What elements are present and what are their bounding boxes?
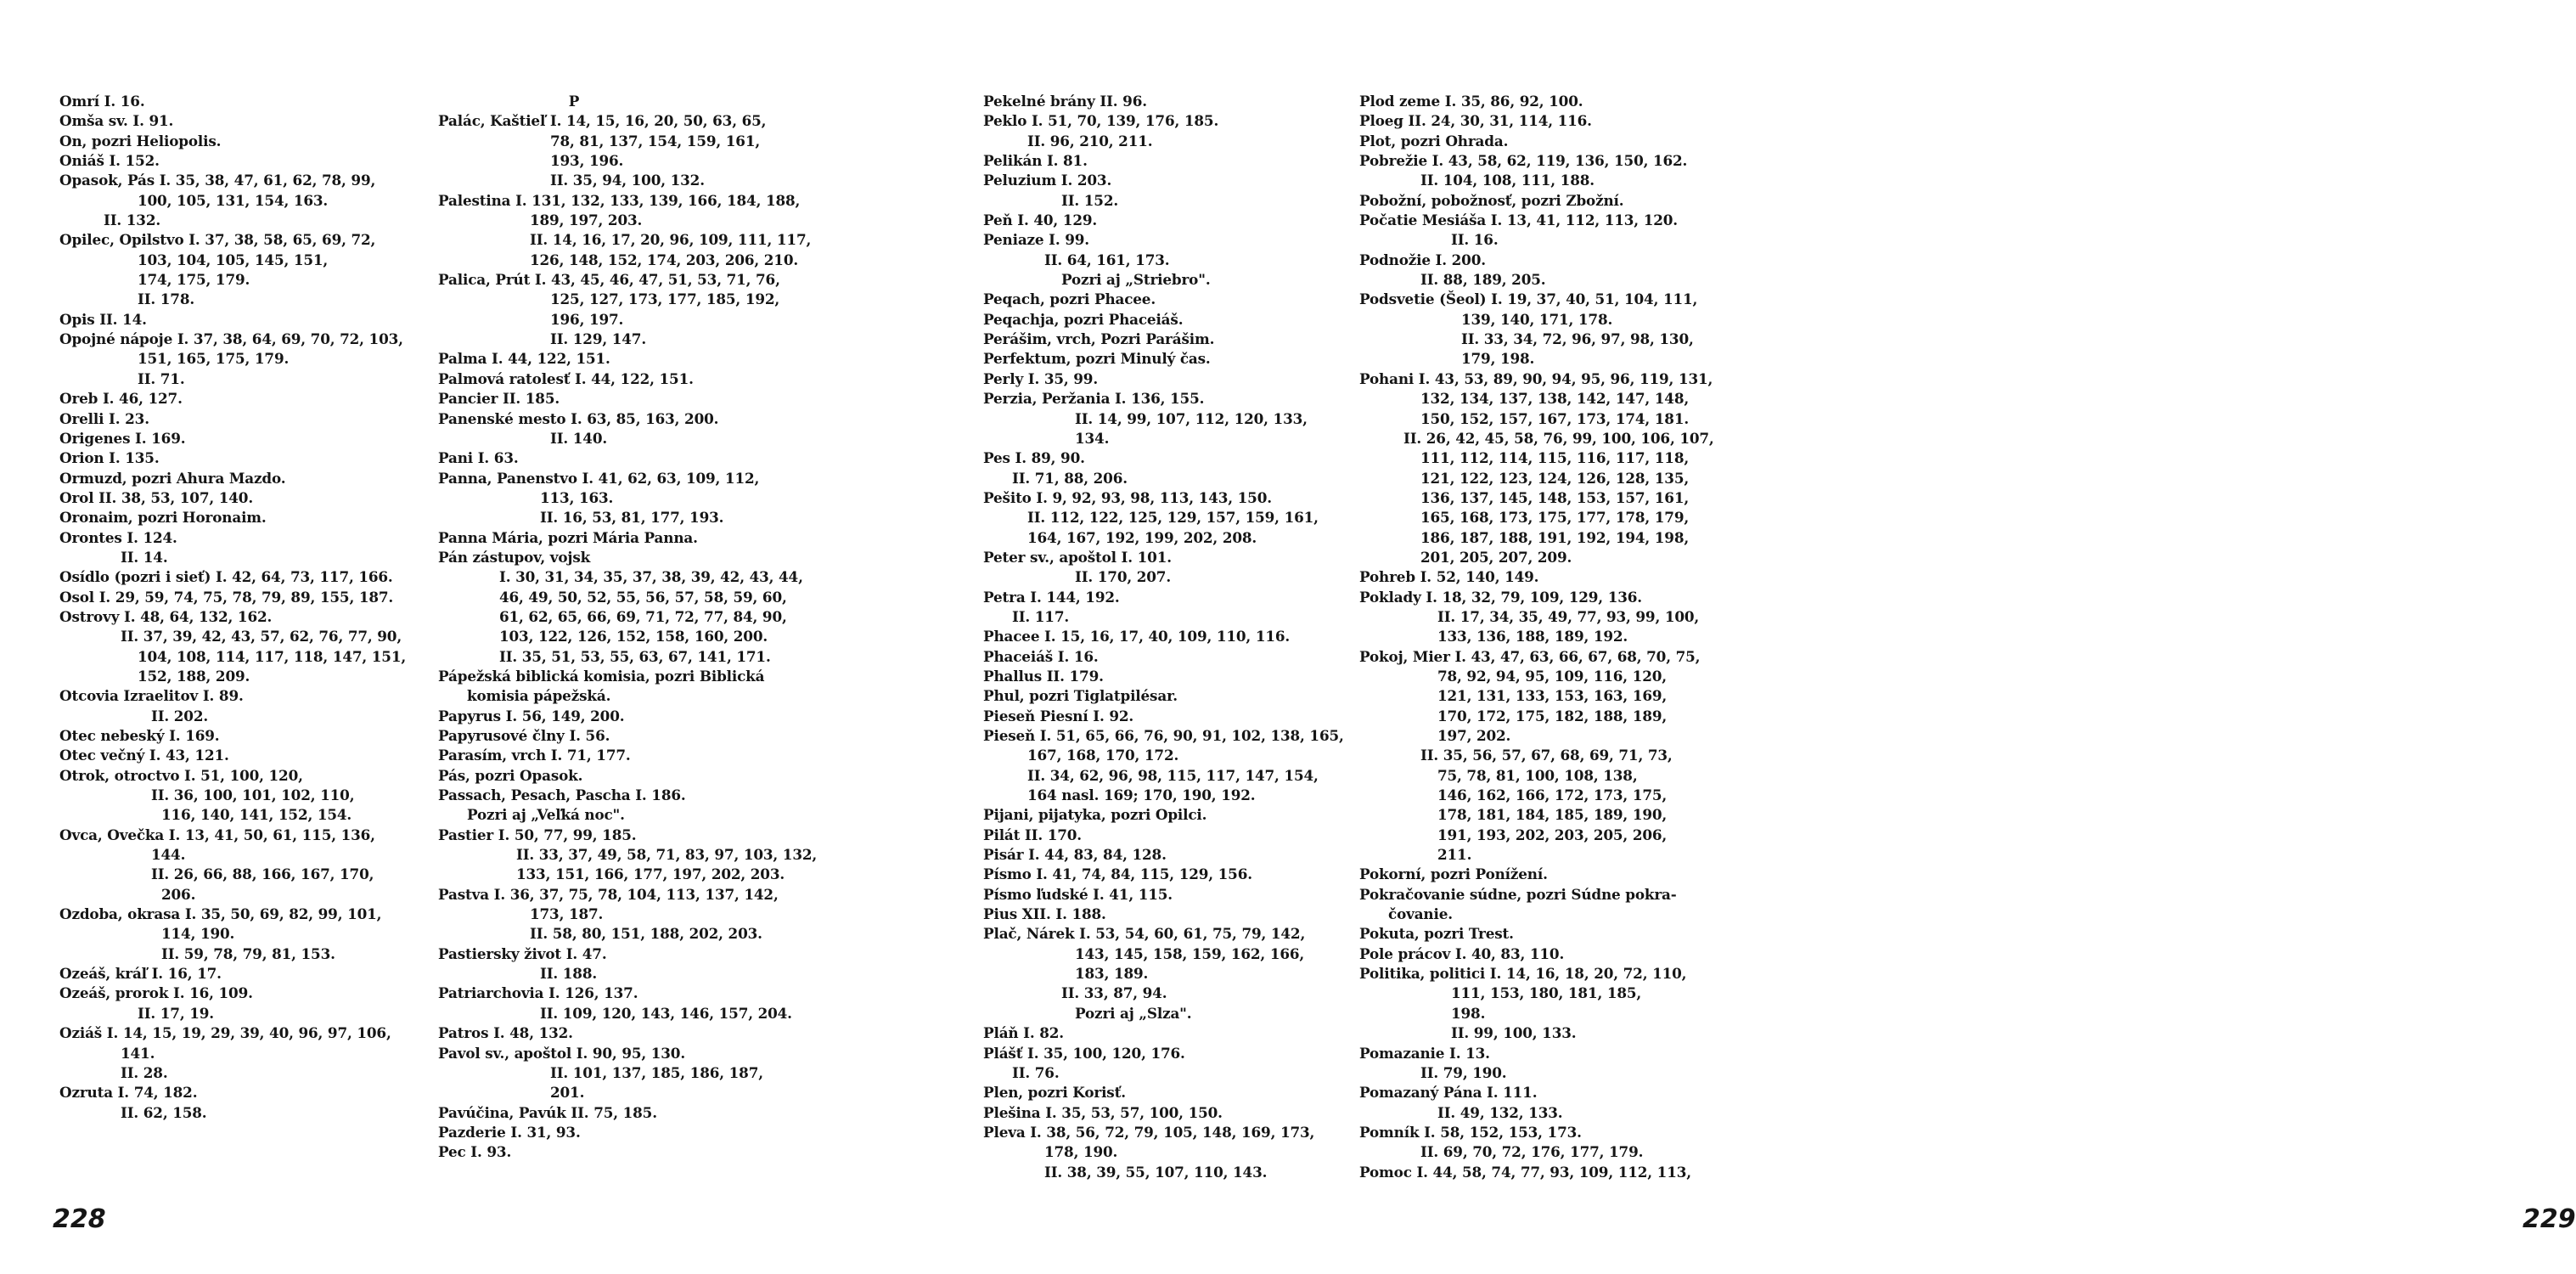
index-entry-line: 206. xyxy=(161,885,196,903)
index-entry-line: 134. xyxy=(1075,429,1110,447)
index-entry-line: II. 71. xyxy=(138,369,185,387)
index-entry-line: II. 69, 70, 72, 176, 177, 179. xyxy=(1420,1143,1644,1161)
index-entry-line: Peniaze I. 99. xyxy=(983,231,1089,249)
index-entry-line: Plen, pozri Korisť. xyxy=(983,1084,1126,1102)
index-entry-line: 75, 78, 81, 100, 108, 138, xyxy=(1437,766,1638,784)
index-column-4 xyxy=(1359,92,1754,1182)
index-entry-line: Peň I. 40, 129. xyxy=(983,211,1098,229)
index-column-1 xyxy=(59,92,437,1123)
index-entry-line: II. 188. xyxy=(540,965,598,983)
index-entry-line: Pozri aj „Veľká noc". xyxy=(467,806,625,824)
index-entry-line: Palác, Kaštieľ I. 14, 15, 16, 20, 50, 63, 65, xyxy=(438,112,767,130)
index-entry-line: 183, 189. xyxy=(1075,965,1149,983)
index-entry-line: 152, 188, 209. xyxy=(138,667,250,685)
index-entry-line: II. 58, 80, 151, 188, 202, 203. xyxy=(530,925,762,943)
index-entry-line: Pole prácov I. 40, 83, 110. xyxy=(1359,944,1565,962)
index-entry-line: 189, 197, 203. xyxy=(530,211,643,229)
index-entry-line: Omrí I. 16. xyxy=(59,93,145,110)
index-entry-line: Otec nebeský I. 169. xyxy=(59,727,220,744)
index-entry-line: Ozeáš, kráľ I. 16, 17. xyxy=(59,965,222,983)
index-entry-line: II. 71, 88, 206. xyxy=(1012,469,1128,487)
index-entry-line: II. 17, 34, 35, 49, 77, 93, 99, 100, xyxy=(1437,607,1700,625)
page-number-left: 228 xyxy=(53,1204,106,1234)
index-entry-line: Ormuzd, pozri Ahura Mazdo. xyxy=(59,469,286,487)
index-entry-line: 100, 105, 131, 154, 163. xyxy=(138,191,329,209)
index-entry-line: 78, 92, 94, 95, 109, 116, 120, xyxy=(1437,667,1667,685)
index-entry-line: II. 17, 19. xyxy=(138,1004,214,1022)
index-entry-line: Palmová ratolesť I. 44, 122, 151. xyxy=(438,369,694,387)
index-entry-line: Petra I. 144, 192. xyxy=(983,588,1120,606)
index-entry-line: II. 16, 53, 81, 177, 193. xyxy=(540,509,724,527)
index-entry-line: Panenské mesto I. 63, 85, 163, 200. xyxy=(438,409,719,427)
index-entry-line: Palestina I. 131, 132, 133, 139, 166, 184, 188, xyxy=(438,191,801,209)
index-entry-line: Origenes I. 169. xyxy=(59,429,186,447)
index-entry-line: II. 34, 62, 96, 98, 115, 117, 147, 154, xyxy=(1027,766,1319,784)
index-entry-line: 170, 172, 175, 182, 188, 189, xyxy=(1437,707,1668,724)
index-entry-line: Pokračovanie súdne, pozri Súdne pokra- xyxy=(1359,885,1677,903)
index-entry-line: Pokuta, pozri Trest. xyxy=(1359,925,1514,943)
index-entry-line: 133, 151, 166, 177, 197, 202, 203. xyxy=(516,865,785,883)
index-entry-line: Perzia, Peržania I. 136, 155. xyxy=(983,390,1205,408)
index-entry-line: 196, 197. xyxy=(550,310,624,328)
index-entry-line: Plešina I. 35, 53, 57, 100, 150. xyxy=(983,1103,1223,1121)
index-entry-line: 132, 134, 137, 138, 142, 147, 148, xyxy=(1420,390,1690,408)
index-column-3 xyxy=(983,92,1357,1182)
index-entry-line: Orontes I. 124. xyxy=(59,528,177,546)
index-entry-line: Plod zeme I. 35, 86, 92, 100. xyxy=(1359,93,1583,110)
index-entry-line: Pius XII. I. 188. xyxy=(983,905,1106,923)
index-entry-line: II. 170, 207. xyxy=(1075,568,1172,586)
index-entry-line: Peqach, pozri Phacee. xyxy=(983,290,1156,308)
index-entry-line: Plot, pozri Ohrada. xyxy=(1359,132,1509,149)
index-entry-line: Pavúčina, Pavúk II. 75, 185. xyxy=(438,1103,657,1121)
index-entry-line: Papyrusové člny I. 56. xyxy=(438,727,610,744)
index-entry-line: II. 38, 39, 55, 107, 110, 143. xyxy=(1044,1163,1268,1181)
section-letter: P xyxy=(568,93,580,110)
index-entry-line: Písmo ľudské I. 41, 115. xyxy=(983,885,1173,903)
index-entry-line: Pekelné brány II. 96. xyxy=(983,93,1147,110)
index-entry-line: 113, 163. xyxy=(540,488,614,506)
index-entry-line: On, pozri Heliopolis. xyxy=(59,132,222,149)
index-entry-line: I. 30, 31, 34, 35, 37, 38, 39, 42, 43, 44, xyxy=(499,568,803,586)
index-entry-line: Plač, Nárek I. 53, 54, 60, 61, 75, 79, 142, xyxy=(983,925,1306,943)
index-entry-line: II. 76. xyxy=(1012,1063,1060,1081)
index-entry-line: Pijani, pijatyka, pozri Opilci. xyxy=(983,806,1207,824)
index-entry-line: Phul, pozri Tiglatpilésar. xyxy=(983,687,1178,705)
index-entry-line: Pastiersky život I. 47. xyxy=(438,944,607,962)
index-entry-line: Pokorní, pozri Ponížení. xyxy=(1359,865,1548,883)
index-entry-line: 103, 122, 126, 152, 158, 160, 200. xyxy=(499,628,768,645)
index-entry-line: 146, 162, 166, 172, 173, 175, xyxy=(1437,786,1668,804)
index-entry-line: II. 33, 34, 72, 96, 97, 98, 130, xyxy=(1461,330,1694,348)
index-entry-line: Otec večný I. 43, 121. xyxy=(59,747,229,764)
index-entry-line: Pomník I. 58, 152, 153, 173. xyxy=(1359,1123,1582,1141)
index-entry-line: Parasím, vrch I. 71, 177. xyxy=(438,747,631,764)
index-entry-line: Pešito I. 9, 92, 93, 98, 113, 143, 150. xyxy=(983,488,1272,506)
index-entry-line: Podsvetie (Šeol) I. 19, 37, 40, 51, 104, 111, xyxy=(1359,290,1698,308)
index-entry-line: 186, 187, 188, 191, 192, 194, 198, xyxy=(1420,528,1690,546)
index-entry-line: Omša sv. I. 91. xyxy=(59,112,174,130)
index-entry-line: Palma I. 44, 122, 151. xyxy=(438,350,610,368)
index-entry-line: Písmo I. 41, 74, 84, 115, 129, 156. xyxy=(983,865,1252,883)
index-entry-line: II. 14, 16, 17, 20, 96, 109, 111, 117, xyxy=(530,231,812,249)
index-entry-line: 139, 140, 171, 178. xyxy=(1461,310,1613,328)
index-entry-line: Pobožní, pobožnosť, pozri Zbožní. xyxy=(1359,191,1624,209)
index-entry-line: Pani I. 63. xyxy=(438,449,519,467)
index-entry-line: 167, 168, 170, 172. xyxy=(1027,747,1179,764)
index-entry-line: 141. xyxy=(121,1044,155,1062)
index-entry-line: 178, 181, 184, 185, 189, 190, xyxy=(1437,806,1668,824)
index-entry-line: Ploeg II. 24, 30, 31, 114, 116. xyxy=(1359,112,1592,130)
index-entry-line: II. 35, 94, 100, 132. xyxy=(550,172,705,189)
index-entry-line: Politika, politici I. 14, 16, 18, 20, 72, 110, xyxy=(1359,965,1687,983)
index-entry-line: Pán zástupov, vojsk xyxy=(438,548,591,566)
index-entry-line: II. 59, 78, 79, 81, 153. xyxy=(161,944,335,962)
index-entry-line: II. 14, 99, 107, 112, 120, 133, xyxy=(1075,409,1308,427)
index-entry-line: II. 96, 210, 211. xyxy=(1027,132,1153,149)
index-entry-line: 143, 145, 158, 159, 162, 166, xyxy=(1075,944,1305,962)
index-entry-line: II. 109, 120, 143, 146, 157, 204. xyxy=(540,1004,792,1022)
index-entry-line: Pilát II. 170. xyxy=(983,826,1082,843)
index-entry-line: II. 117. xyxy=(1012,607,1070,625)
index-entry-line: Perly I. 35, 99. xyxy=(983,369,1099,387)
index-entry-line: II. 129, 147. xyxy=(550,330,647,348)
index-entry-line: II. 49, 132, 133. xyxy=(1437,1103,1563,1121)
index-entry-line: 150, 152, 157, 167, 173, 174, 181. xyxy=(1420,409,1690,427)
index-entry-line: 164 nasl. 169; 170, 190, 192. xyxy=(1027,786,1256,804)
index-entry-line: Otrok, otroctvo I. 51, 100, 120, xyxy=(59,766,303,784)
index-entry-line: Orelli I. 23. xyxy=(59,409,149,427)
index-entry-line: Pleva I. 38, 56, 72, 79, 105, 148, 169, 173, xyxy=(983,1123,1315,1141)
index-entry-line: Phacee I. 15, 16, 17, 40, 109, 110, 116. xyxy=(983,628,1291,645)
index-entry-line: II. 152. xyxy=(1061,191,1119,209)
left-page xyxy=(0,0,886,1274)
index-entry-line: 201. xyxy=(550,1084,585,1102)
index-entry-line: 114, 190. xyxy=(161,925,235,943)
index-entry-line: Orol II. 38, 53, 107, 140. xyxy=(59,488,254,506)
index-entry-line: Ozdoba, okrasa I. 35, 50, 69, 82, 99, 101, xyxy=(59,905,382,923)
index-entry-line: 193, 196. xyxy=(550,152,624,170)
index-entry-line: 121, 131, 133, 153, 163, 169, xyxy=(1437,687,1668,705)
index-entry-line: 133, 136, 188, 189, 192. xyxy=(1437,628,1628,645)
index-entry-line: Palica, Prút I. 43, 45, 46, 47, 51, 53, 71, 76, xyxy=(438,271,780,289)
index-entry-line: Pláň I. 82. xyxy=(983,1024,1064,1042)
index-entry-line: Pieseň I. 51, 65, 66, 76, 90, 91, 102, 138, 165, xyxy=(983,727,1344,744)
index-entry-line: Pozri aj „Slza". xyxy=(1075,1004,1192,1022)
index-entry-line: 173, 187. xyxy=(530,905,604,923)
index-entry-line: Panna, Panenstvo I. 41, 62, 63, 109, 112, xyxy=(438,469,760,487)
index-entry-line: II. 35, 56, 57, 67, 68, 69, 71, 73, xyxy=(1420,747,1673,764)
index-entry-line: II. 202. xyxy=(151,707,209,724)
index-entry-line: II. 33, 87, 94. xyxy=(1061,984,1167,1002)
index-entry-line: 46, 49, 50, 52, 55, 56, 57, 58, 59, 60, xyxy=(499,588,787,606)
index-entry-line: 111, 153, 180, 181, 185, xyxy=(1451,984,1642,1002)
index-entry-line: Orion I. 135. xyxy=(59,449,160,467)
index-entry-line: 198. xyxy=(1451,1004,1486,1022)
index-entry-line: Pec I. 93. xyxy=(438,1143,512,1161)
index-entry-line: Oniáš I. 152. xyxy=(59,152,160,170)
index-entry-line: Ostrovy I. 48, 64, 132, 162. xyxy=(59,607,273,625)
index-entry-line: Pieseň Piesní I. 92. xyxy=(983,707,1134,724)
index-entry-line: II. 178. xyxy=(138,290,195,308)
index-entry-line: II. 26, 66, 88, 166, 167, 170, xyxy=(151,865,374,883)
index-entry-line: II. 36, 100, 101, 102, 110, xyxy=(151,786,355,804)
index-entry-line: 201, 205, 207, 209. xyxy=(1420,548,1572,566)
index-entry-line: 103, 104, 105, 145, 151, xyxy=(138,251,329,268)
index-entry-line: Pavol sv., apoštol I. 90, 95, 130. xyxy=(438,1044,686,1062)
index-entry-line: Ovca, Ovečka I. 13, 41, 50, 61, 115, 136, xyxy=(59,826,375,843)
index-entry-line: Pastva I. 36, 37, 75, 78, 104, 113, 137, 142, xyxy=(438,885,779,903)
index-entry-line: 164, 167, 192, 199, 202, 208. xyxy=(1027,528,1257,546)
index-entry-line: II. 112, 122, 125, 129, 157, 159, 161, xyxy=(1027,509,1319,527)
index-entry-line: Ozeáš, prorok I. 16, 109. xyxy=(59,984,253,1002)
index-entry-line: Opojné nápoje I. 37, 38, 64, 69, 70, 72, 103, xyxy=(59,330,403,348)
index-entry-line: II. 14. xyxy=(121,548,168,566)
index-entry-line: 61, 62, 65, 66, 69, 71, 72, 77, 84, 90, xyxy=(499,607,787,625)
index-entry-line: Pomoc I. 44, 58, 74, 77, 93, 109, 112, 113, xyxy=(1359,1163,1691,1181)
index-entry-line: Pápežská biblická komisia, pozri Biblická xyxy=(438,667,765,685)
index-entry-line: 104, 108, 114, 117, 118, 147, 151, xyxy=(138,647,407,665)
index-entry-line: 116, 140, 141, 152, 154. xyxy=(161,806,352,824)
index-entry-line: Passach, Pesach, Pascha I. 186. xyxy=(438,786,686,804)
index-entry-line: 121, 122, 123, 124, 126, 128, 135, xyxy=(1420,469,1690,487)
index-entry-line: Počatie Mesiáša I. 13, 41, 112, 113, 120. xyxy=(1359,211,1678,229)
index-entry-line: II. 28. xyxy=(121,1063,168,1081)
index-entry-line: Pancier II. 185. xyxy=(438,390,560,408)
index-entry-line: 136, 137, 145, 148, 153, 157, 161, xyxy=(1420,488,1690,506)
index-entry-line: 197, 202. xyxy=(1437,727,1511,744)
index-entry-line: 144. xyxy=(151,846,186,864)
index-entry-line: 78, 81, 137, 154, 159, 161, xyxy=(550,132,761,149)
index-entry-line: 179, 198. xyxy=(1461,350,1535,368)
index-entry-line: Perášim, vrch, Pozri Parášim. xyxy=(983,330,1215,348)
index-entry-line: 211. xyxy=(1437,846,1472,864)
index-entry-line: Peter sv., apoštol I. 101. xyxy=(983,548,1172,566)
index-entry-line: 126, 148, 152, 174, 203, 206, 210. xyxy=(530,251,799,268)
index-entry-line: Pobrežie I. 43, 58, 62, 119, 136, 150, 162. xyxy=(1359,152,1688,170)
index-entry-line: II. 104, 108, 111, 188. xyxy=(1420,172,1595,189)
index-entry-line: II. 35, 51, 53, 55, 63, 67, 141, 171. xyxy=(499,647,771,665)
index-entry-line: II. 88, 189, 205. xyxy=(1420,271,1546,289)
index-entry-line: II. 79, 190. xyxy=(1420,1063,1507,1081)
index-entry-line: II. 132. xyxy=(104,211,161,229)
index-entry-line: Plášť I. 35, 100, 120, 176. xyxy=(983,1044,1185,1062)
index-entry-line: Pokoj, Mier I. 43, 47, 63, 66, 67, 68, 70, 75, xyxy=(1359,647,1701,665)
index-entry-line: Oziáš I. 14, 15, 19, 29, 39, 40, 96, 97, 106, xyxy=(59,1024,391,1042)
index-entry-line: Pozri aj „Striebro". xyxy=(1061,271,1211,289)
index-entry-line: komisia pápežská. xyxy=(467,687,611,705)
index-entry-line: II. 16. xyxy=(1451,231,1499,249)
index-entry-line: Podnožie I. 200. xyxy=(1359,251,1486,268)
index-entry-line: Panna Mária, pozri Mária Panna. xyxy=(438,528,698,546)
index-entry-line: Ozruta I. 74, 182. xyxy=(59,1084,198,1102)
index-entry-line: Peklo I. 51, 70, 139, 176, 185. xyxy=(983,112,1219,130)
index-entry-line: Pes I. 89, 90. xyxy=(983,449,1085,467)
index-entry-line: Oreb I. 46, 127. xyxy=(59,390,183,408)
index-entry-line: II. 99, 100, 133. xyxy=(1451,1024,1577,1042)
index-entry-line: Papyrus I. 56, 149, 200. xyxy=(438,707,625,724)
index-entry-line: Poklady I. 18, 32, 79, 109, 129, 136. xyxy=(1359,588,1642,606)
index-entry-line: Pohreb I. 52, 140, 149. xyxy=(1359,568,1539,586)
index-entry-line: Pohani I. 43, 53, 89, 90, 94, 95, 96, 119, 131, xyxy=(1359,369,1713,387)
index-entry-line: Opilec, Opilstvo I. 37, 38, 58, 65, 69, 72, xyxy=(59,231,376,249)
index-entry-line: Osol I. 29, 59, 74, 75, 78, 79, 89, 155, 187. xyxy=(59,588,394,606)
index-entry-line: II. 62, 158. xyxy=(121,1103,207,1121)
index-entry-line: Patriarchovia I. 126, 137. xyxy=(438,984,638,1002)
index-entry-line: Pás, pozri Opasok. xyxy=(438,766,583,784)
index-entry-line: Perfektum, pozri Minulý čas. xyxy=(983,350,1211,368)
right-page xyxy=(886,0,2576,1274)
index-entry-line: Pelikán I. 81. xyxy=(983,152,1088,170)
index-entry-line: Pastier I. 50, 77, 99, 185. xyxy=(438,826,637,843)
index-entry-line: Pazderie I. 31, 93. xyxy=(438,1123,581,1141)
index-entry-line: II. 26, 42, 45, 58, 76, 99, 100, 106, 107, xyxy=(1403,429,1714,447)
index-entry-line: 151, 165, 175, 179. xyxy=(138,350,290,368)
index-entry-line: Pomazanie I. 13. xyxy=(1359,1044,1490,1062)
index-entry-line: Osídlo (pozri i sieť) I. 42, 64, 73, 117, 166. xyxy=(59,568,393,586)
index-entry-line: 165, 168, 173, 175, 177, 178, 179, xyxy=(1420,509,1690,527)
index-entry-line: Pomazaný Pána I. 111. xyxy=(1359,1084,1538,1102)
index-entry-line: II. 33, 37, 49, 58, 71, 83, 97, 103, 132, xyxy=(516,846,818,864)
index-entry-line: 125, 127, 173, 177, 185, 192, xyxy=(550,290,780,308)
index-entry-line: čovanie. xyxy=(1388,905,1453,923)
index-entry-line: Phallus II. 179. xyxy=(983,667,1104,685)
index-entry-line: II. 140. xyxy=(550,429,608,447)
index-entry-line: Opis II. 14. xyxy=(59,310,147,328)
index-entry-line: Patros I. 48, 132. xyxy=(438,1024,573,1042)
index-entry-line: Pisár I. 44, 83, 84, 128. xyxy=(983,846,1167,864)
index-entry-line: 111, 112, 114, 115, 116, 117, 118, xyxy=(1420,449,1690,467)
index-entry-line: Phaceiáš I. 16. xyxy=(983,647,1099,665)
index-entry-line: Opasok, Pás I. 35, 38, 47, 61, 62, 78, 99, xyxy=(59,172,376,189)
index-entry-line: Otcovia Izraelitov I. 89. xyxy=(59,687,244,705)
index-entry-line: 191, 193, 202, 203, 205, 206, xyxy=(1437,826,1668,843)
index-entry-line: 178, 190. xyxy=(1044,1143,1118,1161)
index-entry-line: Peluzium I. 203. xyxy=(983,172,1112,189)
index-column-2 xyxy=(438,92,837,1163)
index-entry-line: Peqachja, pozri Phaceiáš. xyxy=(983,310,1184,328)
page-number-right: 229 xyxy=(2523,1204,2576,1234)
index-entry-line: II. 37, 39, 42, 43, 57, 62, 76, 77, 90, xyxy=(121,628,402,645)
index-entry-line: II. 101, 137, 185, 186, 187, xyxy=(550,1063,763,1081)
index-entry-line: 174, 175, 179. xyxy=(138,271,250,289)
index-entry-line: II. 64, 161, 173. xyxy=(1044,251,1170,268)
index-entry-line: Oronaim, pozri Horonaim. xyxy=(59,509,267,527)
